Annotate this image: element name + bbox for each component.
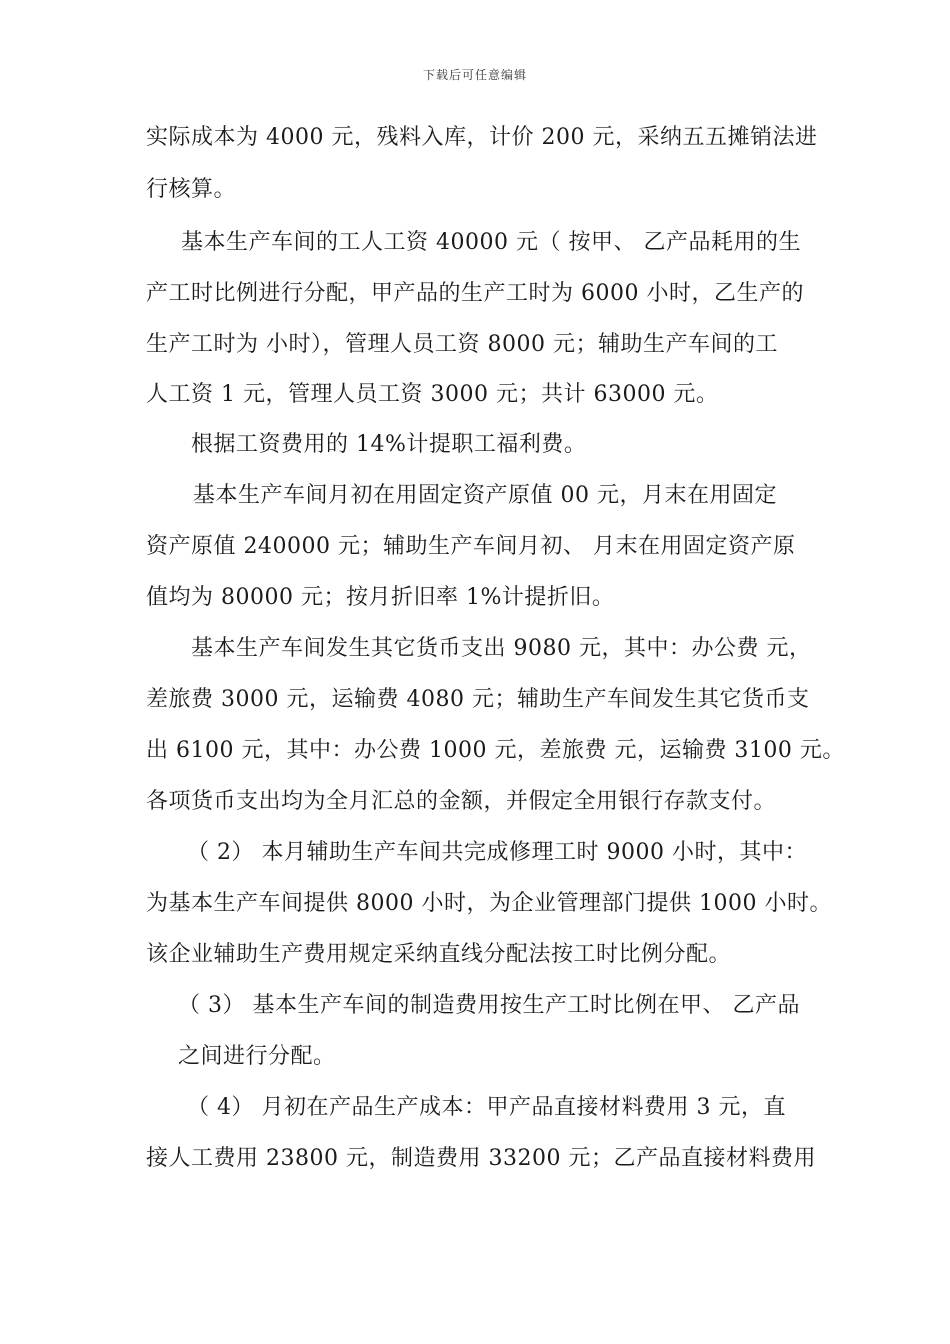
text-line: 出 6100 元，其中：办公费 1000 元，差旅费 元，运输费 3100 元。 bbox=[146, 738, 845, 763]
text-line: 人工资 1 元，管理人员工资 3000 元；共计 63000 元。 bbox=[146, 382, 719, 407]
text-line: 行核算。 bbox=[146, 177, 237, 202]
text-line: 值均为 80000 元；按月折旧率 1%计提折旧。 bbox=[146, 585, 615, 610]
text-line: 生产工时为 小时），管理人员工资 8000 元；辅助生产车间的工 bbox=[146, 332, 778, 357]
text-line: （ 4） 月初在产品生产成本：甲产品直接材料费用 3 元，直 bbox=[187, 1095, 786, 1120]
text-line: 根据工资费用的 14%计提职工福利费。 bbox=[191, 432, 587, 457]
text-line: 实际成本为 4000 元，残料入库，计价 200 元，采纳五五摊销法进 bbox=[146, 125, 818, 150]
text-line: 之间进行分配。 bbox=[178, 1044, 336, 1069]
page-header: 下载后可任意编辑 bbox=[422, 68, 527, 82]
text-line: 基本生产车间的工人工资 40000 元（ 按甲、 乙产品耗用的生 bbox=[181, 230, 801, 255]
text-line: 该企业辅助生产费用规定采纳直线分配法按工时比例分配。 bbox=[146, 942, 732, 967]
text-line: 接人工费用 23800 元，制造费用 33200 元；乙产品直接材料费用 bbox=[146, 1146, 816, 1171]
text-line: 各项货币支出均为全月汇总的金额，并假定全用银行存款支付。 bbox=[146, 789, 777, 814]
text-line: 基本生产车间月初在用固定资产原值 00 元，月末在用固定 bbox=[193, 483, 777, 508]
text-line: 差旅费 3000 元，运输费 4080 元；辅助生产车间发生其它货币支 bbox=[146, 687, 810, 712]
text-line: 基本生产车间发生其它货币支出 9080 元，其中：办公费 元， bbox=[191, 636, 812, 661]
text-line: 产工时比例进行分配，甲产品的生产工时为 6000 小时，乙生产的 bbox=[146, 281, 804, 306]
text-line: （ 2） 本月辅助生产车间共完成修理工时 9000 小时，其中： bbox=[187, 840, 807, 865]
text-line: 资产原值 240000 元；辅助生产车间月初、 月末在用固定资产原 bbox=[146, 534, 796, 559]
text-line: （ 3） 基本生产车间的制造费用按生产工时比例在甲、 乙产品 bbox=[178, 993, 800, 1018]
text-line: 为基本生产车间提供 8000 小时，为企业管理部门提供 1000 小时。 bbox=[146, 891, 832, 916]
